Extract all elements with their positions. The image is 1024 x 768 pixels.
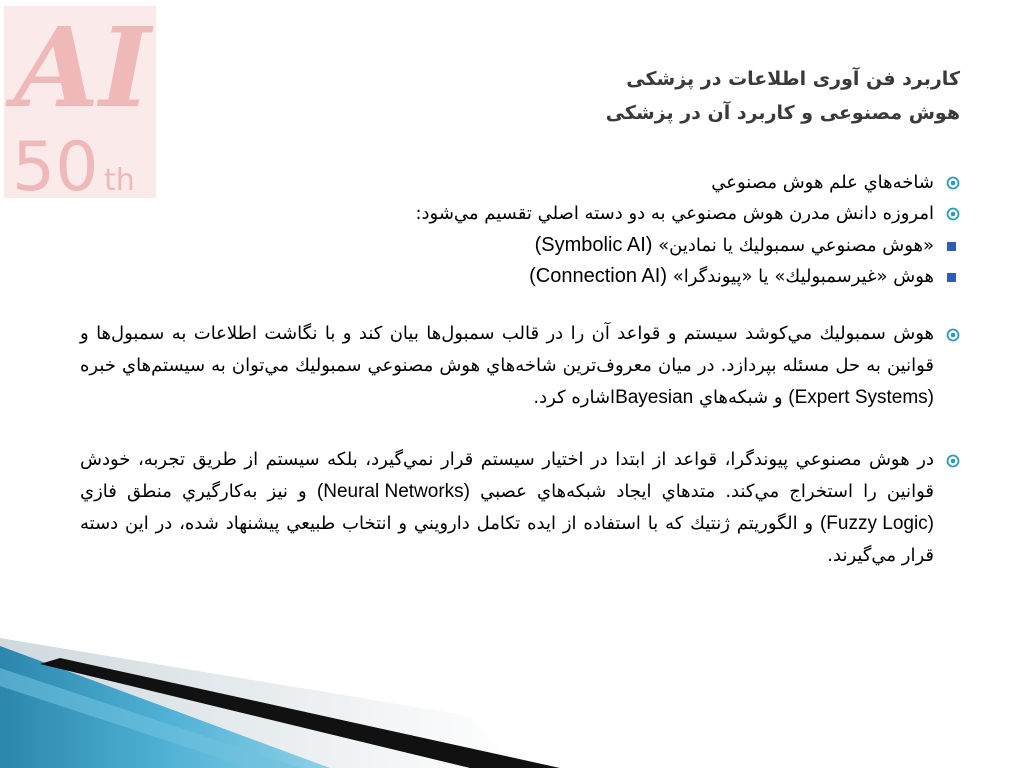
corner-decoration	[0, 638, 1024, 768]
paragraph-latin: (Expert Systems)	[788, 387, 934, 408]
paragraph-text: و شبكه‌هاي	[698, 387, 783, 408]
sub-bullet-connection	[80, 261, 960, 292]
logo-text-50: 50	[12, 128, 99, 198]
paragraph-latin: (Neural Networks)	[316, 481, 470, 502]
circle-dot-icon	[946, 176, 960, 190]
title-line-2: هوش مصنوعی و کاربرد آن در پزشکی	[605, 102, 960, 124]
paragraph-symbolic	[80, 318, 960, 414]
paragraph-text: و الگوريتم ژنتيك كه با استفاده از ايده تكامل دارويني و انتخاب طبيعي پيشنهاد شده، در اين دسته قرار مي‌گيرند.	[80, 513, 934, 566]
logo-text-th: th	[104, 163, 135, 198]
circle-dot-icon	[946, 328, 960, 342]
circle-dot-icon	[946, 207, 960, 221]
bullet-item-branches	[80, 166, 960, 199]
paragraph-text: در هوش مصنوعي پيوندگرا، قواعد از ابتدا در اختيار سيستم قرار نمي‌گيرد، بلكه سيستم از طريق تجربه، خودش قوانين را استخراج مي‌كند. متدهاي ايجاد شبكه‌هاي عصبي	[80, 449, 934, 502]
slide-title	[400, 62, 960, 130]
logo-text-ai: AI	[14, 6, 151, 132]
sub-bullet-latin: (Connection AI)	[529, 265, 667, 287]
paragraph-latin: Bayesian	[615, 387, 694, 408]
bullet-item-division	[80, 197, 960, 230]
paragraph-latin: (Fuzzy Logic)	[819, 513, 934, 534]
paragraph-text: اشاره كرد.	[533, 387, 616, 408]
sub-bullet-text: هوش «غيرسمبوليك» يا «پيوندگرا»	[672, 266, 934, 287]
paragraph-text: و نيز به‌كارگيري منطق فازي	[80, 481, 307, 502]
sub-bullet-text: «هوش مصنوعي سمبوليك يا نمادين»	[658, 235, 934, 256]
paragraph-connection	[80, 444, 960, 572]
paragraph-text: هوش سمبوليك مي‌كوشد سيستم و قواعد آن را در قالب سمبول‌ها بيان كند و با نگاشت اطلاعات به سمبول‌ها و قوانين به حل مسئله بپردازد. در ميان معروف‌ترين شاخه‌هاي هوش مصنوعي سمبوليك مي‌توان به سيستم‌هاي خبره	[80, 323, 934, 376]
sub-bullet-symbolic	[80, 230, 960, 261]
slide-content	[80, 166, 960, 572]
circle-dot-icon	[946, 454, 960, 468]
sub-bullet-latin: (Symbolic AI)	[534, 234, 653, 256]
square-icon	[947, 242, 956, 251]
square-icon	[947, 273, 956, 282]
bullet-text: امروزه دانش مدرن هوش مصنوعي به دو دسته اصلي تقسيم مي‌شود:	[415, 203, 934, 224]
bullet-text: شاخه‌هاي علم هوش مصنوعي	[711, 172, 934, 193]
title-line-1: کاربرد فن آوری اطلاعات در پزشکی	[626, 68, 960, 90]
